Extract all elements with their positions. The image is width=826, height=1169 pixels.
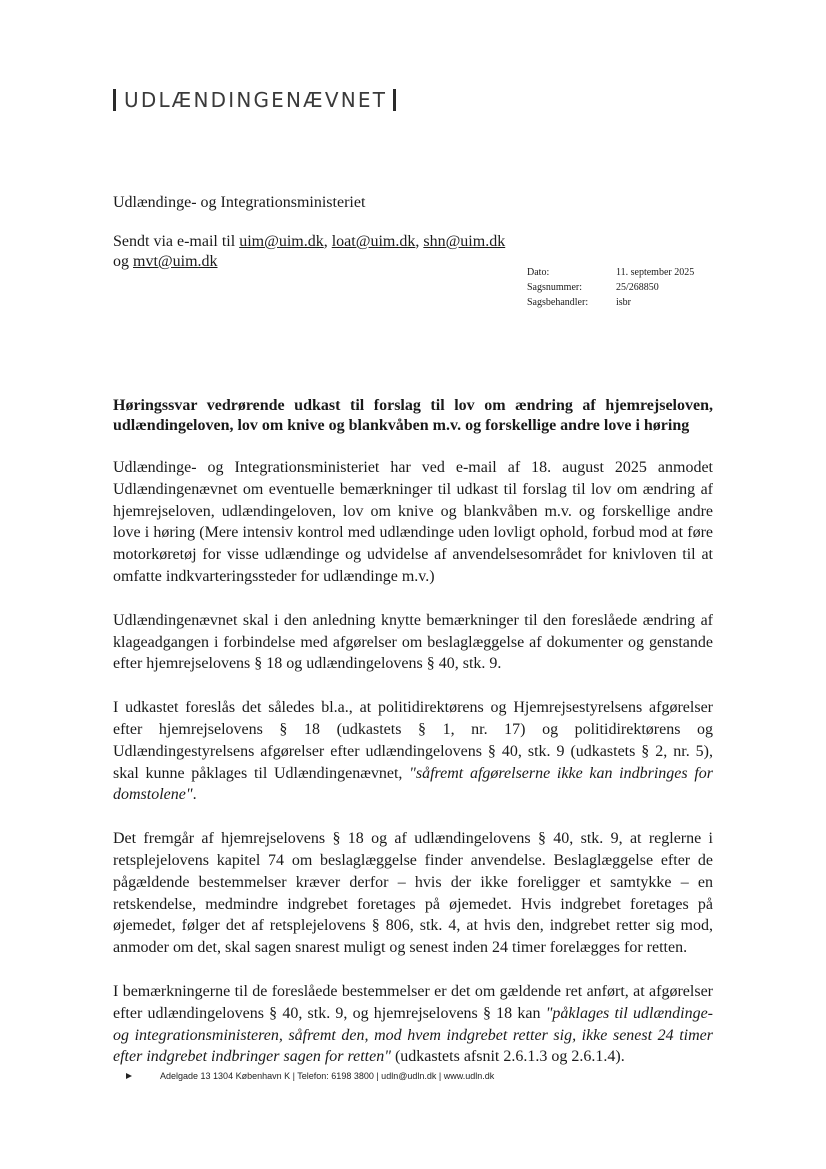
letter-subject: Høringssvar vedrørende udkast til forslag til lov om ændring af hjemrejseloven, udlændingeloven, lov om knive og blankvåben m.v. og forskellige andre love i høring [113,397,713,434]
meta-handler-value: isbr [616,297,631,308]
sent-via-line-2 [113,252,505,272]
recipient-name: Udlændinge- og Integrationsministeriet [113,194,366,211]
meta-date-label: Dato: [527,267,550,278]
logo-text: UDLÆNDINGENÆVNET [124,88,388,112]
paragraph-2: Udlændingenævnet skal i den anledning knytte bemærkninger til den foreslåede ændring af klageadgangen i forbindelse med afgørelser om beslaglæggelse af dokumenter og genstande efter hjemrejselovens § 18 og udlændingelovens § 40, stk. 9. [113,611,713,673]
footer-contact-text: Adelgade 13 1304 København K | Telefon: 6198 3800 | udln@udln.dk | www.udln.dk [160,1071,495,1081]
page-footer [126,1071,494,1081]
paragraph-3 [113,697,713,806]
email-link-uim[interactable]: uim@uim.dk [239,233,324,250]
meta-case-label: Sagsnummer: [527,282,582,293]
meta-case-value: 25/268850 [616,282,659,293]
paragraph-5 [113,981,713,1068]
paragraph-3-quote: "såfremt afgørelserne ikke kan indbringes for domstolene" [113,764,713,804]
letter-body [113,457,713,1090]
sent-via-line-1 [113,232,505,252]
paragraph-5-end: (udkastets afsnit 2.6.1.3 og 2.6.1.4). [390,1048,625,1066]
case-metadata [527,265,694,310]
paragraph-1: Udlændinge- og Integrationsministeriet har ved e-mail af 18. august 2025 anmodet Udlændingenævnet om eventuelle bemærkninger til udkast til forslag til lov om ændring af hjemrejseloven, udlændingeloven, lov om knive og blankvåben m.v. og forskellige andre love i høring (Mere intensiv kontrol med udlændinge uden lovligt ophold, forbud mod at føre motorkøretøj for visse udlændinge og udvidelse af anvendelsesområdet for knivloven til at omfatte indkvarteringssteder for udlændinge m.v.) [113,459,713,585]
meta-date-value: 11. september 2025 [616,267,695,278]
logo-right-bar [393,89,396,111]
meta-handler-label: Sagsbehandler: [527,297,589,308]
paragraph-3-text: I udkastet foreslås det således bl.a., at politidirektørens og Hjemrejsestyrelsens afgørelser efter hjemrejselovens § 18 (udkastets § 1, nr. 17) og politidirektørens og Udlændingestyrelsens afgørelser efter udlændingelovens § 40, stk. 9 (udkastets § 2, nr. 5), skal kunne påklages til Udlændingenævnet, [113,699,713,782]
paragraph-3-end: . [192,786,197,804]
paragraph-4: Det fremgår af hjemrejselovens § 18 og af udlændingelovens § 40, stk. 9, at reglerne i retsplejelovens kapitel 74 om beslaglæggelse finder anvendelse. Beslaglæggelse efter de pågældende bestemmelser kræver derfor – hvis der ikke foreligger et samtykke – en retskendelse, medmindre indgrebet foretages på øjemedet. Hvis indgrebet foretages på øjemedet, følger det af retsplejelovens § 806, stk. 4, at hvis den, indgrebet retter sig mod, anmoder om det, skal sagen snarest muligt og senest inden 24 timer forelægges for retten. [113,830,713,957]
sent-via-og: og [113,253,133,270]
letterhead-logo [113,88,396,112]
meta-handler-row [527,295,694,310]
email-link-loat[interactable]: loat@uim.dk [331,233,416,250]
logo-left-bar [113,89,116,111]
email-link-shn[interactable]: shn@uim.dk [423,233,506,250]
footer-arrow-icon [126,1073,132,1079]
sent-via-block [113,232,505,272]
meta-case-row [527,280,694,295]
sent-via-prefix: Sendt via e-mail til [113,233,240,250]
email-link-mvt[interactable]: mvt@uim.dk [133,253,218,270]
email-separator: , [415,233,424,250]
paragraph-5-text: I bemærkningerne til de foreslåede bestemmelser er det om gældende ret anført, at afgørelser efter udlændingelovens § 40, stk. 9, og hjemrejselovens § 18 kan [113,982,713,1022]
email-separator: , [323,233,332,250]
meta-date-row [527,265,694,280]
paragraph-5-quote: "påklages til udlændinge- og integrationsministeren, såfremt den, mod hvem indgrebet retter sig, ikke senest 24 timer efter indgrebet indbringer sagen for retten" [113,1004,714,1066]
